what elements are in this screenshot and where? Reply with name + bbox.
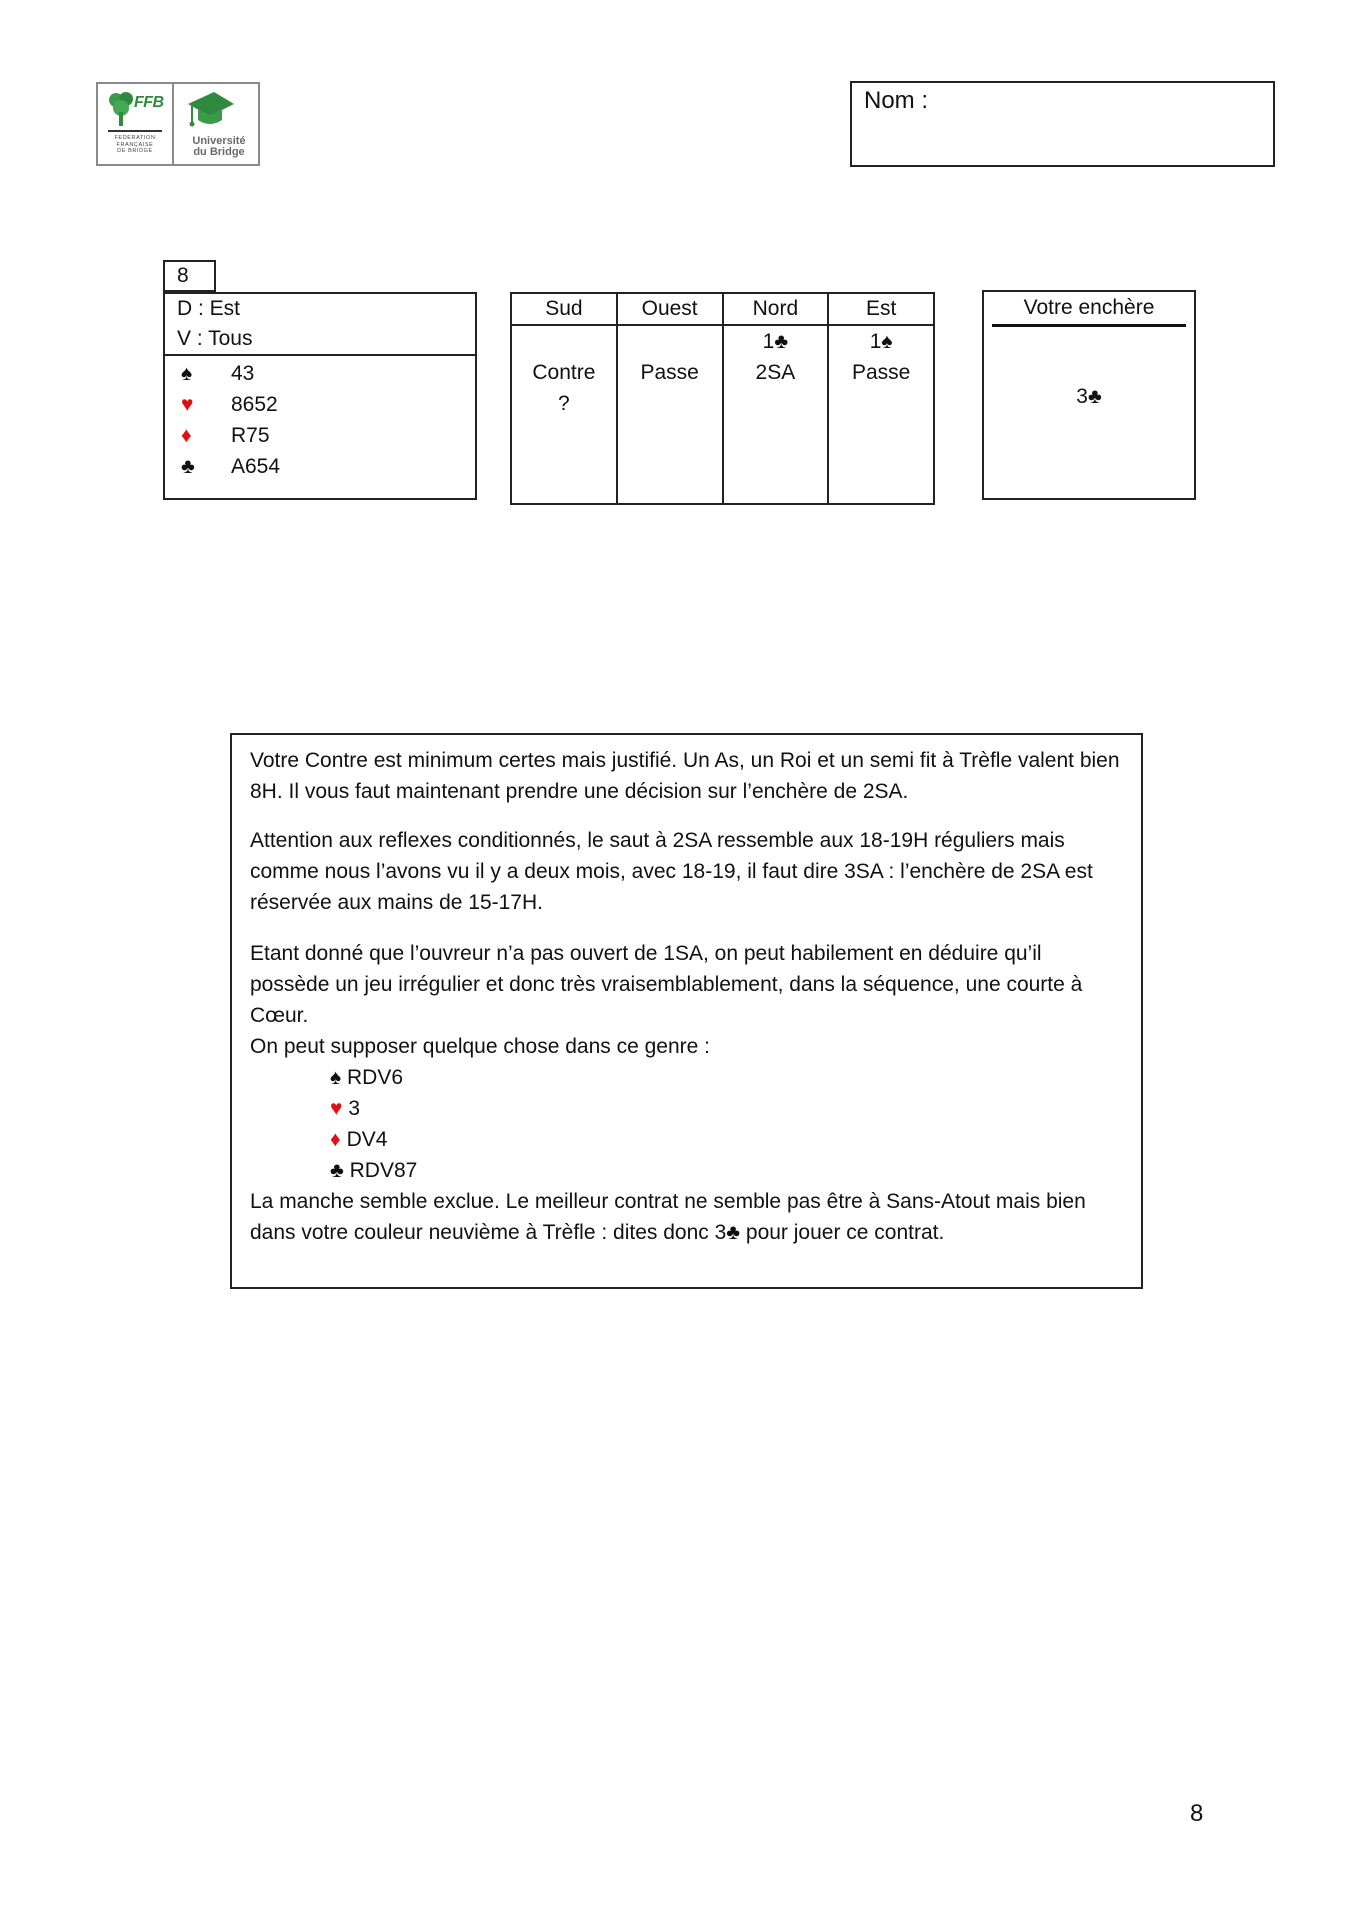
bid-header-north: Nord xyxy=(724,294,828,326)
bid-cell xyxy=(618,388,722,419)
bid-cell xyxy=(829,388,933,419)
bid-cell: 1♠ xyxy=(869,330,893,353)
bid-cell: 1♣ xyxy=(762,330,789,353)
bid-cell xyxy=(512,326,616,357)
name-label: Nom : xyxy=(864,87,929,114)
answer-title: Votre enchère xyxy=(1023,296,1155,319)
explanation-paragraph: Etant donné que l’ouvreur n’a pas ouvert de 1SA, on peut habilement en déduire qu’il possède un jeu irrégulier et donc très vraisemblablement, dans la séquence, une courte à Cœur. xyxy=(250,942,1083,1027)
bidding-table xyxy=(510,292,935,505)
deal-info xyxy=(165,294,475,356)
university-name: Université du Bridge xyxy=(192,135,246,158)
example-row-diamonds xyxy=(330,1124,1123,1155)
diamond-icon: ♦ xyxy=(181,424,192,447)
ffb-logo xyxy=(96,82,260,166)
hand-row-diamonds xyxy=(165,420,475,451)
bid-column-south xyxy=(512,294,618,503)
vulnerability-label: V : Tous xyxy=(177,327,253,350)
graduation-cap-icon xyxy=(184,90,236,132)
example-cards: DV4 xyxy=(346,1128,388,1151)
bid-column-west xyxy=(618,294,724,503)
tree-icon xyxy=(106,90,136,128)
diamond-cards: R75 xyxy=(231,424,270,447)
bid-column-east xyxy=(829,294,933,503)
ffb-abbr: FFB xyxy=(134,94,164,111)
university-logo-panel xyxy=(174,84,258,164)
explanation-paragraph: Attention aux reflexes conditionnés, le saut à 2SA ressemble aux 18-19H réguliers mais comme nous l’avons vu il y a deux mois, avec 18-19, il faut dire 3SA : l’enchère de 2SA est réservée aux mains de 15-17H. xyxy=(250,829,1093,914)
example-cards: RDV6 xyxy=(347,1066,404,1089)
bid-cell: 2SA xyxy=(755,361,796,384)
explanation-paragraph: La manche semble exclue. Le meilleur contrat ne semble pas être à Sans-Atout mais bien dans votre couleur neuvième à Trèfle : dites donc 3♣ pour jouer ce contrat. xyxy=(250,1190,1086,1244)
bid-cell xyxy=(618,326,722,357)
spade-cards: 43 xyxy=(231,362,255,385)
club-cards: A654 xyxy=(231,455,281,478)
example-row-spades xyxy=(330,1062,1123,1093)
example-cards: RDV87 xyxy=(349,1159,418,1182)
bid-header-south: Sud xyxy=(512,294,616,326)
example-cards: 3 xyxy=(348,1097,360,1120)
answer-bid: 3♣ xyxy=(1076,385,1102,408)
ffb-logo-panel xyxy=(98,84,174,164)
explanation-panel xyxy=(230,733,1143,1289)
club-icon: ♣ xyxy=(181,455,195,478)
name-field[interactable] xyxy=(850,81,1275,167)
heart-icon: ♥ xyxy=(330,1097,343,1120)
hand-row-hearts xyxy=(165,389,475,420)
diamond-icon: ♦ xyxy=(330,1128,341,1151)
deal-panel xyxy=(163,292,477,500)
spade-icon: ♠ xyxy=(330,1066,342,1089)
bid-header-east: Est xyxy=(829,294,933,326)
hand xyxy=(165,356,475,482)
hand-row-clubs xyxy=(165,451,475,482)
explanation-paragraph: On peut supposer quelque chose dans ce genre : xyxy=(250,1035,710,1058)
answer-panel xyxy=(982,290,1196,500)
answer-underline xyxy=(992,324,1186,327)
deal-number: 8 xyxy=(163,260,216,292)
dealer-label: D : Est xyxy=(177,297,241,320)
bid-cell: Passe xyxy=(851,361,911,384)
bid-header-west: Ouest xyxy=(618,294,722,326)
heart-cards: 8652 xyxy=(231,393,278,416)
bid-cell: ? xyxy=(558,392,570,415)
page-number: 8 xyxy=(1190,1800,1204,1827)
example-row-hearts xyxy=(330,1093,1123,1124)
bid-cell: Passe xyxy=(640,361,699,384)
heart-icon: ♥ xyxy=(181,393,194,416)
hand-row-spades xyxy=(165,358,475,389)
bid-cell xyxy=(724,388,828,419)
example-row-clubs xyxy=(330,1155,1123,1186)
logo-divider xyxy=(108,130,162,132)
club-icon: ♣ xyxy=(330,1159,344,1182)
ffb-subtitle: FEDERATION FRANÇAISE DE BRIDGE xyxy=(114,135,156,154)
spade-icon: ♠ xyxy=(181,362,193,385)
bid-cell: Contre xyxy=(532,361,596,384)
example-hand xyxy=(250,1062,1123,1186)
bid-column-north xyxy=(724,294,830,503)
explanation-paragraph: Votre Contre est minimum certes mais justifié. Un As, un Roi et un semi fit à Trèfle valent bien 8H. Il vous faut maintenant prendre une décision sur l’enchère de 2SA. xyxy=(250,749,1120,803)
